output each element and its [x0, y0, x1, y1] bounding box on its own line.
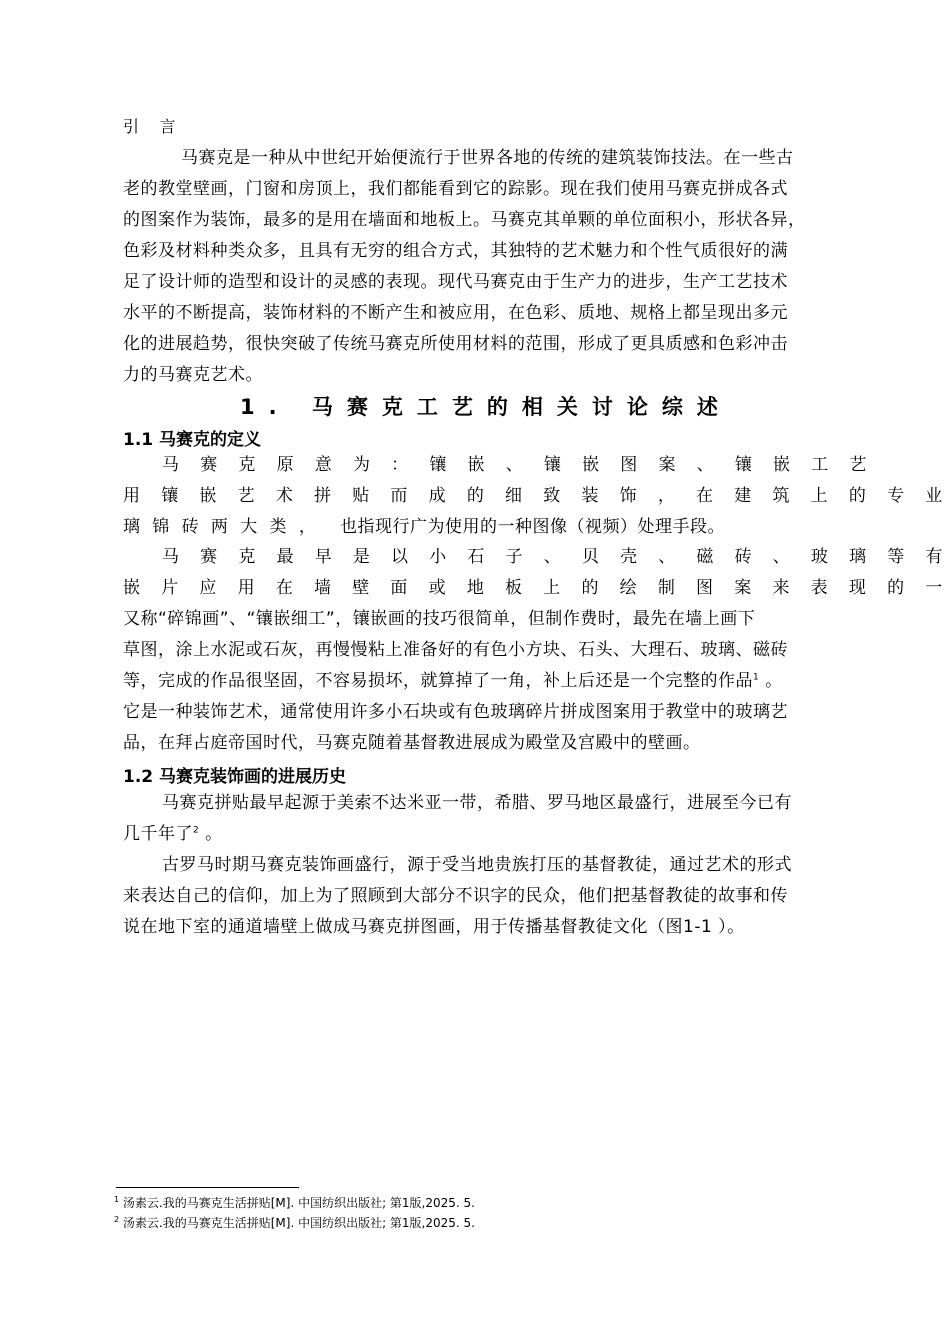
spread-char: 马 [162, 455, 180, 475]
footnote-text: 汤素云.我的马赛克生活拼贴[M]. 中国纺织出版社; 第1版,2025. 5. [119, 1196, 475, 1210]
history-line: 草图，涂上水泥或石灰，再慢慢粘上准备好的有色小方块、石头、大理石、玻璃、磁砖 [123, 640, 788, 660]
spread-char: 细 [505, 486, 523, 506]
development-line: 古罗马时期马赛克装饰画盛行，源于受当地贵族打压的基督教徒，通过艺术的形式 [162, 855, 792, 875]
spread-char: 表 [810, 578, 829, 598]
spread-char: 玻 [810, 547, 829, 567]
development-line [123, 823, 223, 845]
footnote-mark: 2 [114, 1215, 120, 1224]
history-line [123, 670, 783, 692]
spread-char: 面 [390, 578, 408, 598]
spread-char: 赛 [200, 547, 218, 567]
development-line: 马赛克拼贴最早起源于美索不达米亚一带，希腊、罗马地区最盛行，进展至今已有 [162, 793, 792, 813]
spread-char: 专 [887, 486, 905, 506]
spread-char: ： [391, 455, 409, 475]
spread-char: 的 [466, 486, 485, 506]
spread-char: 嵌 [773, 455, 791, 475]
spread-char: 最 [276, 547, 295, 567]
spread-char: 筑 [772, 486, 790, 506]
spread-char: 术 [275, 486, 294, 506]
development-line-text: 几千年了 [123, 824, 193, 844]
intro-label-b: 言 [159, 117, 177, 136]
development-line-end: 。 [199, 824, 223, 844]
definition-line-1 [162, 454, 867, 476]
spread-char: 壳 [620, 547, 638, 567]
spread-char: 镶 [429, 455, 447, 475]
spread-char: 嵌 [199, 486, 217, 506]
para1-line: 水平的不断提高，装饰材料的不断产生和被应用，在色彩、质地、规格上都呈现出多元 [123, 303, 788, 323]
spread-char: 而 [390, 486, 408, 506]
spread-char: 贝 [581, 547, 600, 567]
development-line: 说在地下室的通道墙壁上做成马赛克拼图画，用于传播基督教徒文化（图1-1 ）。 [123, 917, 745, 937]
spread-char: 绘 [619, 578, 638, 598]
spread-char: 图 [696, 578, 714, 598]
para1-line: 力的马赛克艺术。 [123, 365, 263, 385]
spread-char: 的 [848, 486, 867, 506]
para1-line: 马赛克是一种从中世纪开始便流行于世界各地的传统的建筑装饰技法。在一些古 [181, 148, 794, 168]
spread-char: 为 [352, 455, 371, 475]
spread-char: 应 [199, 578, 217, 598]
spread-char: 早 [314, 547, 333, 567]
spread-char: 饰 [619, 486, 638, 506]
spread-char: 小 [429, 547, 447, 567]
spread-char: 用 [237, 578, 256, 598]
spread-char: 图 [620, 455, 638, 475]
spread-char: 石 [467, 547, 485, 567]
spread-char: ， [657, 486, 676, 506]
spread-char: 、 [696, 455, 715, 475]
spread-char: 镶 [734, 455, 753, 475]
spread-char: 磁 [696, 547, 714, 567]
spread-char: 有 [925, 547, 943, 567]
spread-char: 成 [428, 486, 447, 506]
footnote-2 [114, 1215, 475, 1231]
spread-char: 意 [314, 455, 333, 475]
spread-char: 或 [428, 578, 447, 598]
history-line-text: 等，完成的作品很坚固，不容易损坏，就算掉了一角，补上后还是一个完整的作品 [123, 671, 753, 691]
spread-char: 用 [123, 486, 141, 506]
spread-char: 马 [162, 547, 180, 567]
spread-char: 嵌 [467, 455, 485, 475]
spread-char: 嵌 [123, 578, 141, 598]
footnote-text: 汤素云.我的马赛克生活拼贴[M]. 中国纺织出版社; 第1版,2025. 5. [119, 1216, 475, 1230]
spread-char: 墙 [314, 578, 332, 598]
spread-char: 业 [925, 486, 943, 506]
history-line-end: 。 [759, 671, 783, 691]
spread-char: 壁 [352, 578, 370, 598]
footnote-divider [116, 1187, 299, 1188]
para1-line: 老的教堂壁画，门窗和房顶上，我们都能看到它的踪影。现在我们使用马赛克拼成各式 [123, 179, 788, 199]
development-line: 来表达自己的信仰，加上为了照顾到大部分不识字的民众，他们把基督教徒的故事和传 [123, 886, 788, 906]
spread-char: 镶 [161, 486, 179, 506]
spread-char: 上 [543, 578, 561, 598]
spread-char: 以 [391, 547, 409, 567]
spread-char: 装 [581, 486, 599, 506]
definition-line-3: 璃 锦 砖 两 大 类 ， 也指现行广为使用的一种图像（视频）处理手段。 [123, 517, 725, 537]
subsection-heading-1-1: 1.1 马赛克的定义 [123, 430, 262, 450]
history-line: 品，在拜占庭帝国时代，马赛克随着基督教进展成为殿堂及宫殿中的壁画。 [123, 733, 701, 753]
spread-char: 、 [772, 547, 791, 567]
history-line-1 [162, 546, 943, 568]
spread-char: 致 [543, 486, 561, 506]
spread-char: 砖 [734, 547, 753, 567]
spread-char: 拼 [314, 486, 332, 506]
spread-char: 案 [658, 455, 676, 475]
para1-line: 足了设计师的造型和设计的灵感的表现。现代马赛克由于生产力的进步，生产工艺技术 [123, 272, 788, 292]
spread-char: 子 [505, 547, 524, 567]
spread-char: 镶 [543, 455, 562, 475]
spread-char: 嵌 [582, 455, 600, 475]
spread-char: 工 [811, 455, 829, 475]
spread-char: 建 [734, 486, 752, 506]
spread-char: 克 [238, 547, 256, 567]
spread-char: 在 [696, 486, 714, 506]
definition-line-2 [123, 485, 943, 507]
spread-char: 、 [543, 547, 562, 567]
spread-char: 贴 [352, 486, 370, 506]
spread-char: 板 [505, 578, 523, 598]
spread-char: 艺 [849, 455, 867, 475]
subsection-heading-1-2: 1.2 马赛克装饰画的进展历史 [123, 767, 347, 787]
spread-char: 的 [887, 578, 905, 598]
history-line-2 [123, 577, 943, 599]
footnote-ref-1[interactable]: 1 [753, 672, 760, 683]
para1-line: 化的进展趋势，很快突破了传统马赛克所使用材料的范围，形成了更具质感和色彩冲击 [123, 334, 788, 354]
spread-char: 在 [275, 578, 294, 598]
spread-char: 的 [581, 578, 599, 598]
spread-char: 艺 [237, 486, 256, 506]
spread-char: 原 [276, 455, 295, 475]
spread-char: 等 [887, 547, 905, 567]
history-line: 它是一种装饰艺术，通常使用许多小石块或有色玻璃碎片拼成图案用于教堂中的玻璃艺 [123, 702, 788, 722]
para1-line: 色彩及材料种类众多，且具有无穷的组合方式，其独特的艺术魅力和个性气质很好的满 [123, 241, 788, 261]
spread-char: 璃 [849, 547, 867, 567]
para1-line: 的图案作为装饰，最多的是用在墙面和地板上。马赛克其单颗的单位面积小，形状各异， [123, 210, 806, 230]
footnote-mark: 1 [114, 1195, 120, 1204]
footnote-ref-2[interactable]: 2 [193, 825, 200, 836]
spread-char: 案 [734, 578, 752, 598]
history-line: 又称“碎锦画”、“镶嵌细工”，镶嵌画的技巧很简单，但制作费时，最先在墙上画下 [123, 609, 756, 629]
intro-label-a: 引 [123, 117, 140, 136]
spread-char: 是 [352, 547, 371, 567]
spread-char: 赛 [200, 455, 218, 475]
spread-char: 、 [505, 455, 524, 475]
spread-char: 地 [466, 578, 485, 598]
spread-char: 、 [658, 547, 676, 567]
spread-char: 来 [772, 578, 790, 598]
spread-char: 上 [810, 486, 829, 506]
section-heading: 1. 马赛克工艺的相关讨论综述 [240, 395, 732, 419]
footnote-1 [114, 1195, 475, 1211]
spread-char: 片 [161, 578, 179, 598]
spread-char: 一 [925, 578, 943, 598]
spread-char: 克 [238, 455, 256, 475]
spread-char: 制 [657, 578, 676, 598]
spread-char: 现 [848, 578, 867, 598]
intro-label [123, 116, 176, 138]
